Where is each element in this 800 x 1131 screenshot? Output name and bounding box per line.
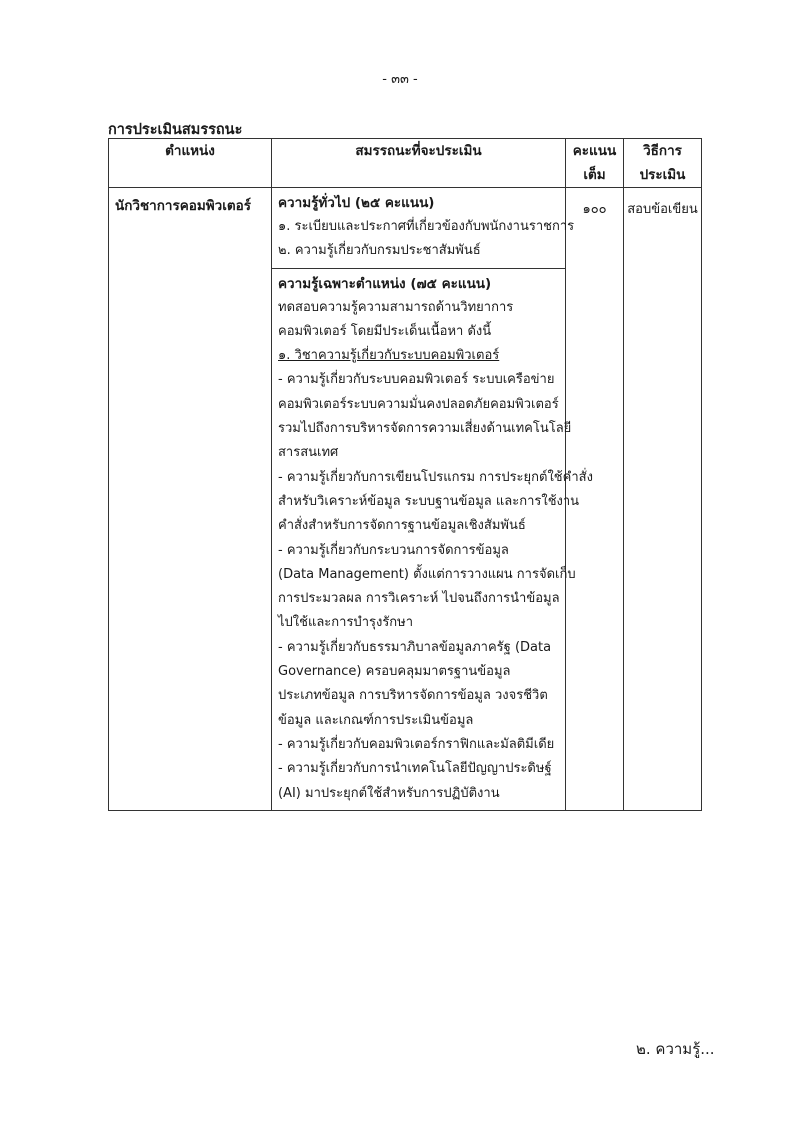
specific-item-line: ข้อมูล และเกณฑ์การประเมินข้อมูล (278, 712, 474, 728)
header-method-line1: วิธีการ (643, 143, 682, 159)
score-cell: ๑๐๐ (566, 188, 624, 811)
header-score (566, 139, 624, 188)
specific-item-line: - ความรู้เกี่ยวกับการนำเทคโนโลยีปัญญาประดิษฐ์ (278, 761, 552, 777)
specific-item-line: ไปใช้และการบำรุงรักษา (278, 615, 414, 631)
table-row (109, 188, 702, 811)
competency-cell (272, 188, 593, 811)
header-method-line2: ประเมิน (639, 167, 686, 183)
specific-item-line: - ความรู้เกี่ยวกับธรรมาภิบาลข้อมูลภาครัฐ (Data (278, 639, 552, 655)
specific-knowledge-block (272, 268, 593, 810)
table-header-row (109, 139, 702, 188)
specific-item-line: คอมพิวเตอร์ระบบความมั่นคงปลอดภัยคอมพิวเตอร์ (278, 396, 559, 412)
specific-item-line: - ความรู้เกี่ยวกับการเขียนโปรแกรม การประยุกต์ใช้คำสั่ง (278, 469, 593, 485)
header-score-line1: คะแนน (572, 143, 617, 159)
specific-item-line: การประมวลผล การวิเคราะห์ ไปจนถึงการนำข้อมูล (278, 591, 560, 607)
specific-item-line: ประเภทข้อมูล การบริหารจัดการข้อมูล วงจรชีวิต (278, 688, 548, 704)
specific-intro-line: คอมพิวเตอร์ โดยมีประเด็นเนื้อหา ดังนี้ (278, 323, 492, 339)
specific-item-line: สำหรับวิเคราะห์ข้อมูล ระบบฐานข้อมูล และการใช้งาน (278, 493, 580, 509)
header-method (624, 139, 702, 188)
specific-intro-line: ทดสอบความรู้ความสามารถด้านวิทยาการ (278, 299, 514, 315)
specific-item-line: รวมไปถึงการบริหารจัดการความเสี่ยงด้านเทคโนโลยี (278, 421, 572, 437)
general-knowledge-block (272, 188, 575, 268)
specific-item-line: (Data Management) ตั้งแต่การวางแผน การจัดเก็บ (278, 566, 576, 582)
header-score-line2: เต็ม (583, 167, 606, 183)
specific-item-line: Governance) ครอบคลุมมาตรฐานข้อมูล (278, 664, 511, 680)
general-knowledge-line: ๑. ระเบียบและประกาศที่เกี่ยวข้องกับพนักงานราชการ (278, 219, 575, 234)
general-knowledge-heading: ความรู้ทั่วไป (๒๕ คะแนน) (278, 195, 435, 211)
specific-item-line: สารสนเทศ (278, 445, 339, 461)
continuation-text: ๒. ความรู้... (636, 1040, 715, 1058)
specific-item-line: - ความรู้เกี่ยวกับคอมพิวเตอร์กราฟิกและมัลติมีเดีย (278, 736, 555, 752)
specific-item-line: - ความรู้เกี่ยวกับระบบคอมพิวเตอร์ ระบบเครือข่าย (278, 372, 555, 388)
specific-item-line: - ความรู้เกี่ยวกับกระบวนการจัดการข้อมูล (278, 542, 509, 558)
assessment-table (108, 138, 702, 811)
specific-item-line: (AI) มาประยุกต์ใช้สำหรับการปฏิบัติงาน (278, 785, 500, 801)
specific-item-line: คำสั่งสำหรับการจัดการฐานข้อมูลเชิงสัมพันธ์ (278, 518, 526, 534)
specific-subheading: ๑. วิชาความรู้เกี่ยวกับระบบคอมพิวเตอร์ (278, 348, 500, 364)
general-knowledge-line: ๒. ความรู้เกี่ยวกับกรมประชาสัมพันธ์ (278, 243, 481, 259)
position-cell: นักวิชาการคอมพิวเตอร์ (109, 188, 272, 811)
method-cell: สอบข้อเขียน (624, 188, 702, 811)
header-competency: สมรรถนะที่จะประเมิน (272, 139, 566, 188)
specific-knowledge-heading: ความรู้เฉพาะตำแหน่ง (๗๕ คะแนน) (278, 275, 492, 292)
header-position: ตำแหน่ง (109, 139, 272, 188)
page-number: - ๓๓ - (382, 72, 418, 87)
section-title: การประเมินสมรรถนะ (108, 122, 243, 138)
